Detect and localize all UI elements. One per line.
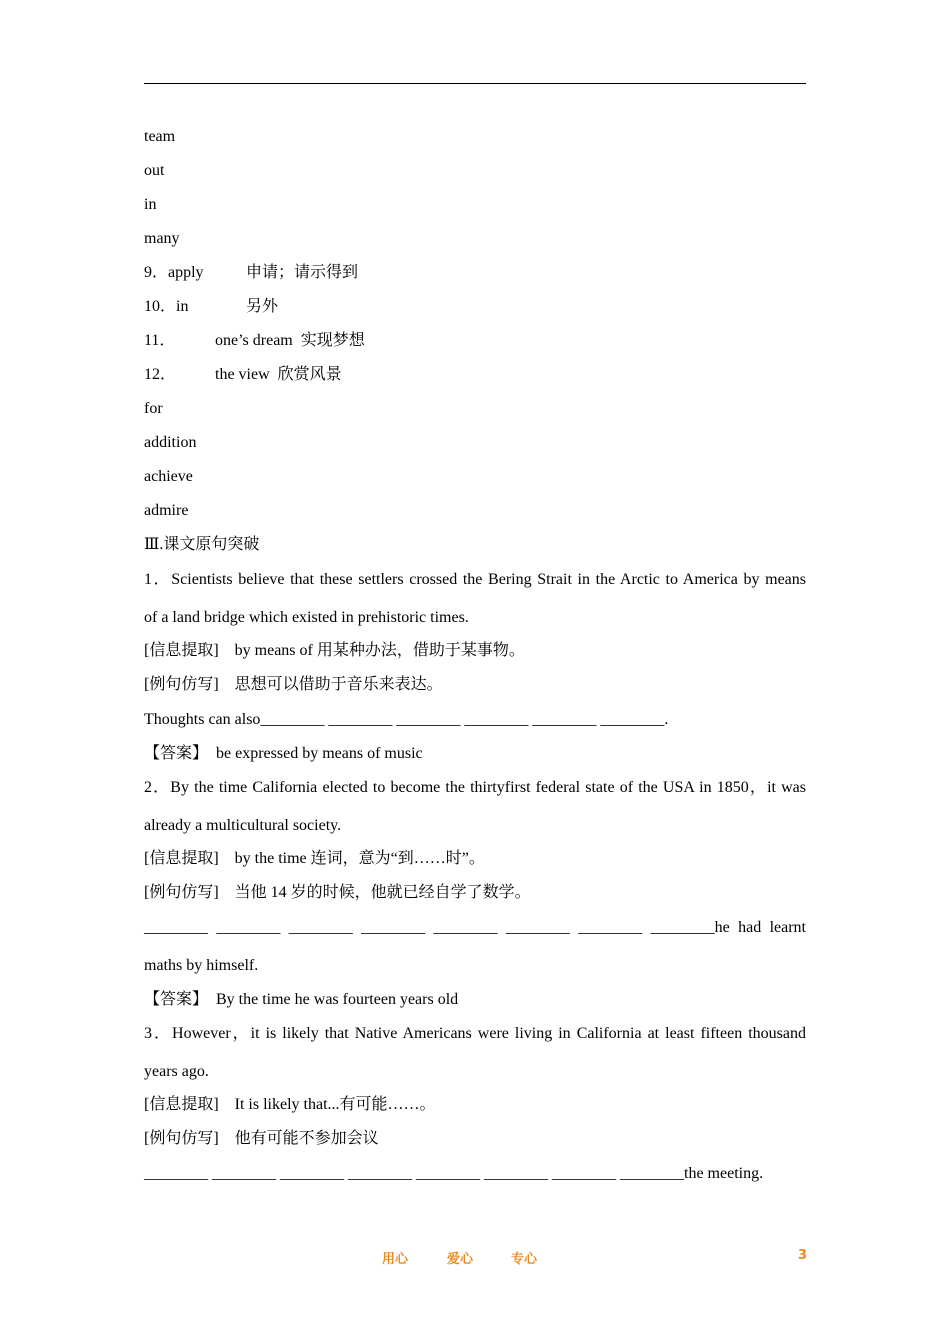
vocab-item-9-meaning: 申请；请示得到 [246, 264, 359, 281]
footer-word-2: 爱心 [447, 1252, 474, 1267]
footer-word-3: 专心 [511, 1252, 538, 1267]
text-line: in [144, 196, 157, 213]
vocab-item-10: 10．in [144, 298, 189, 315]
vocab-item-11-number: 11． [144, 332, 176, 349]
text-line: many [144, 230, 180, 247]
question-1-blank: Thoughts can also________ ________ ________ ________ ________ ________. [144, 711, 669, 728]
text-line: team [144, 128, 176, 145]
footer-word-1: 用心 [382, 1252, 409, 1267]
question-1-text: 1．Scientists believe that these settlers crossed the Bering Strait in the Arctic to America by means [144, 571, 806, 588]
question-1-text-cont: of a land bridge which existed in prehistoric times. [144, 609, 469, 626]
vocab-item-11: one’s dream 实现梦想 [215, 332, 365, 349]
question-2-info: [信息提取] by the time 连词，意为“到……时”。 [144, 850, 485, 867]
text-line: out [144, 162, 165, 179]
question-2-text: 2．By the time California elected to become the thirtyfirst federal state of the USA in 1850，it was [144, 779, 806, 796]
vocab-item-10-meaning: 另外 [246, 298, 279, 315]
question-2-answer: 【答案】 By the time he was fourteen years old [144, 991, 459, 1008]
vocab-item-9: 9．apply [144, 264, 204, 281]
section-heading: Ⅲ.课文原句突破 [144, 536, 260, 553]
question-2-example: [例句仿写] 当他 14 岁的时候，他就已经自学了数学。 [144, 884, 531, 901]
question-3-text: 3．However，it is likely that Native Americans were living in California at least fifteen thousand [144, 1025, 806, 1042]
question-2-blank: ________ ________ ________ ________ ________ ________ ________ ________he had learnt [144, 919, 806, 936]
question-3-blank: ________ ________ ________ ________ ________ ________ ________ ________the meeting. [144, 1165, 764, 1182]
question-3-text-cont: years ago. [144, 1063, 209, 1080]
text-line: for [144, 400, 163, 417]
question-1-answer: 【答案】 be expressed by means of music [144, 745, 423, 762]
question-1-info: [信息提取] by means of 用某种办法，借助于某事物。 [144, 642, 525, 659]
question-2-blank-cont: maths by himself. [144, 957, 259, 974]
question-3-info: [信息提取] It is likely that...有可能……。 [144, 1096, 436, 1113]
text-line: achieve [144, 468, 193, 485]
question-1-example: [例句仿写] 思想可以借助于音乐来表达。 [144, 676, 443, 693]
text-line: admire [144, 502, 189, 519]
vocab-item-12-number: 12． [144, 366, 177, 383]
question-2-text-cont: already a multicultural society. [144, 817, 342, 834]
header-rule [144, 83, 806, 84]
text-line: addition [144, 434, 197, 451]
question-3-example: [例句仿写] 他有可能不参加会议 [144, 1130, 379, 1147]
page-number: 3 [798, 1248, 808, 1263]
vocab-item-12: the view 欣赏风景 [215, 366, 342, 383]
